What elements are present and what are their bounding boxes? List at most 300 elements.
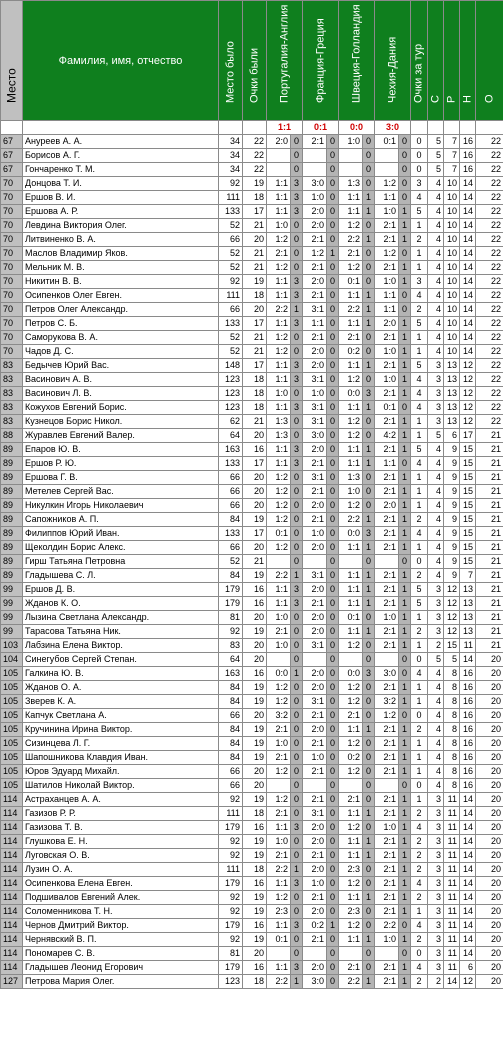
cell-forecast-1: 1:2 (267, 541, 291, 555)
cell-prev-points: 20 (243, 947, 267, 961)
cell-r: 8 (444, 709, 460, 723)
cell-c: 3 (428, 891, 444, 905)
cell-forecast-2: 2:0 (303, 681, 327, 695)
cell-forecast-4: 2:1 (375, 891, 399, 905)
cell-points-2: 0 (327, 667, 339, 681)
cell-points-1: 0 (291, 219, 303, 233)
cell-forecast-1: 1:1 (267, 457, 291, 471)
cell-c: 5 (428, 429, 444, 443)
table-row (1, 135, 503, 149)
cell-prev-place: 92 (219, 835, 243, 849)
cell-points-1: 0 (291, 471, 303, 485)
cell-points-3: 3 (363, 527, 375, 541)
table-row (1, 499, 503, 513)
cell-o: 20 (476, 821, 503, 835)
cell-prev-place: 133 (219, 527, 243, 541)
cell-r: 11 (444, 919, 460, 933)
cell-points-1: 0 (291, 415, 303, 429)
cell-prev-points: 16 (243, 961, 267, 975)
cell-points-1: 0 (291, 709, 303, 723)
cell-points-3: 1 (363, 807, 375, 821)
cell-forecast-4: 2:1 (375, 359, 399, 373)
cell-n: 14 (460, 205, 476, 219)
cell-forecast-2 (303, 779, 327, 793)
cell-prev-place: 163 (219, 443, 243, 457)
cell-forecast-3: 1:1 (339, 191, 363, 205)
cell-forecast-1: 1:1 (267, 191, 291, 205)
cell-r: 9 (444, 471, 460, 485)
cell-points-2: 0 (327, 681, 339, 695)
cell-points-4: 1 (399, 723, 411, 737)
cell-n: 14 (460, 891, 476, 905)
cell-name: Глушкова Е. Н. (23, 835, 219, 849)
cell-points-1: 0 (291, 751, 303, 765)
cell-c: 5 (428, 149, 444, 163)
cell-prev-place: 81 (219, 611, 243, 625)
cell-prev-points: 18 (243, 289, 267, 303)
cell-o: 22 (476, 331, 503, 345)
cell-points-2: 0 (327, 317, 339, 331)
cell-forecast-1: 1:1 (267, 919, 291, 933)
cell-c: 4 (428, 751, 444, 765)
cell-o: 20 (476, 863, 503, 877)
cell-points-2: 0 (327, 625, 339, 639)
cell-points-3: 3 (363, 667, 375, 681)
cell-forecast-3: 2:3 (339, 905, 363, 919)
cell-name: Жданов О. А. (23, 681, 219, 695)
cell-tour-points: 1 (411, 499, 428, 513)
cell-forecast-2: 2:1 (303, 793, 327, 807)
cell-prev-place: 66 (219, 485, 243, 499)
cell-c: 4 (428, 569, 444, 583)
cell-n: 12 (460, 975, 476, 989)
cell-points-2: 0 (327, 737, 339, 751)
table-row (1, 415, 503, 429)
cell-n: 15 (460, 443, 476, 457)
cell-points-1: 0 (291, 807, 303, 821)
cell-o: 21 (476, 485, 503, 499)
cell-forecast-2: 1:0 (303, 527, 327, 541)
cell-prev-place: 52 (219, 247, 243, 261)
cell-n: 14 (460, 947, 476, 961)
cell-r: 7 (444, 135, 460, 149)
cell-points-2: 0 (327, 709, 339, 723)
cell-points-4: 0 (399, 247, 411, 261)
cell-forecast-3: 2:1 (339, 331, 363, 345)
cell-place: 89 (1, 541, 23, 555)
cell-forecast-4: 2:1 (375, 583, 399, 597)
cell-prev-place: 66 (219, 541, 243, 555)
cell-tour-points: 4 (411, 961, 428, 975)
table-row (1, 471, 503, 485)
cell-points-2: 0 (327, 443, 339, 457)
cell-n: 12 (460, 387, 476, 401)
header-place: Место (1, 1, 23, 121)
cell-forecast-2: 3:0 (303, 429, 327, 443)
cell-place: 70 (1, 275, 23, 289)
cell-o: 21 (476, 555, 503, 569)
cell-points-3: 0 (363, 415, 375, 429)
cell-prev-points: 19 (243, 513, 267, 527)
cell-points-2: 0 (327, 611, 339, 625)
cell-forecast-4: 2:2 (375, 919, 399, 933)
cell-prev-place: 92 (219, 177, 243, 191)
cell-place: 105 (1, 723, 23, 737)
cell-name: Гирш Татьяна Петровна (23, 555, 219, 569)
cell-prev-points: 22 (243, 149, 267, 163)
cell-forecast-1: 1:2 (267, 681, 291, 695)
cell-forecast-3: 0:0 (339, 667, 363, 681)
cell-tour-points: 0 (411, 947, 428, 961)
cell-points-1: 0 (291, 485, 303, 499)
cell-tour-points: 0 (411, 135, 428, 149)
cell-points-1: 1 (291, 975, 303, 989)
cell-r: 10 (444, 275, 460, 289)
cell-forecast-2: 2:0 (303, 863, 327, 877)
cell-tour-points: 3 (411, 275, 428, 289)
cell-name: Епаров Ю. В. (23, 443, 219, 457)
cell-forecast-3: 0:2 (339, 751, 363, 765)
cell-r: 10 (444, 345, 460, 359)
cell-o: 20 (476, 737, 503, 751)
cell-points-1: 0 (291, 723, 303, 737)
cell-prev-place: 111 (219, 807, 243, 821)
cell-points-3: 0 (363, 429, 375, 443)
cell-n: 15 (460, 555, 476, 569)
cell-points-2: 0 (327, 401, 339, 415)
cell-o: 22 (476, 289, 503, 303)
cell-forecast-3 (339, 163, 363, 177)
cell-place: 89 (1, 485, 23, 499)
cell-points-3: 1 (363, 541, 375, 555)
cell-forecast-4: 2:0 (375, 499, 399, 513)
cell-c: 4 (428, 247, 444, 261)
cell-prev-points: 20 (243, 765, 267, 779)
cell-points-4: 1 (399, 317, 411, 331)
cell-forecast-2: 2:1 (303, 737, 327, 751)
cell-forecast-1: 1:0 (267, 639, 291, 653)
cell-name: Мельник М. В. (23, 261, 219, 275)
cell-points-1: 1 (291, 569, 303, 583)
cell-o: 20 (476, 667, 503, 681)
cell-r: 8 (444, 681, 460, 695)
cell-tour-points: 5 (411, 443, 428, 457)
cell-c: 4 (428, 275, 444, 289)
cell-prev-place: 179 (219, 597, 243, 611)
cell-points-3: 1 (363, 597, 375, 611)
cell-points-3: 1 (363, 289, 375, 303)
cell-o: 22 (476, 261, 503, 275)
table-row (1, 345, 503, 359)
cell-name: Синегубов Сергей Степан. (23, 653, 219, 667)
cell-points-1: 0 (291, 429, 303, 443)
cell-points-4: 1 (399, 485, 411, 499)
table-row (1, 765, 503, 779)
cell-name: Маслов Владимир Яков. (23, 247, 219, 261)
cell-prev-place: 84 (219, 681, 243, 695)
cell-forecast-3: 2:2 (339, 233, 363, 247)
cell-points-2: 0 (327, 751, 339, 765)
header-tour-points: Очки за тур (411, 1, 428, 121)
cell-n: 16 (460, 681, 476, 695)
cell-points-4: 0 (399, 919, 411, 933)
cell-prev-place: 83 (219, 639, 243, 653)
cell-points-3: 0 (363, 345, 375, 359)
cell-c: 3 (428, 919, 444, 933)
table-row (1, 429, 503, 443)
table-row (1, 373, 503, 387)
cell-tour-points: 2 (411, 513, 428, 527)
cell-points-3: 1 (363, 583, 375, 597)
cell-points-3: 1 (363, 191, 375, 205)
cell-o: 22 (476, 317, 503, 331)
cell-forecast-4: 1:2 (375, 709, 399, 723)
table-row (1, 681, 503, 695)
table-row (1, 919, 503, 933)
cell-forecast-2: 1:0 (303, 387, 327, 401)
cell-forecast-2: 2:1 (303, 457, 327, 471)
cell-points-1: 0 (291, 681, 303, 695)
cell-r: 10 (444, 317, 460, 331)
cell-points-3: 1 (363, 443, 375, 457)
cell-o: 20 (476, 905, 503, 919)
cell-name: Чернявский В. П. (23, 933, 219, 947)
cell-c: 4 (428, 261, 444, 275)
cell-o: 22 (476, 247, 503, 261)
cell-points-1: 0 (291, 779, 303, 793)
cell-forecast-4: 1:1 (375, 191, 399, 205)
cell-tour-points: 1 (411, 429, 428, 443)
cell-forecast-4: 2:1 (375, 877, 399, 891)
cell-place: 114 (1, 961, 23, 975)
cell-forecast-4: 2:1 (375, 681, 399, 695)
cell-prev-points: 19 (243, 849, 267, 863)
table-row (1, 583, 503, 597)
cell-forecast-3 (339, 653, 363, 667)
cell-n: 14 (460, 233, 476, 247)
cell-forecast-4: 2:1 (375, 639, 399, 653)
table-row (1, 933, 503, 947)
cell-o: 22 (476, 205, 503, 219)
cell-points-2: 0 (327, 779, 339, 793)
cell-forecast-1: 1:1 (267, 401, 291, 415)
cell-forecast-2: 1:2 (303, 247, 327, 261)
cell-n: 13 (460, 625, 476, 639)
cell-prev-place: 179 (219, 583, 243, 597)
cell-o: 22 (476, 345, 503, 359)
cell-o: 20 (476, 695, 503, 709)
cell-r: 15 (444, 639, 460, 653)
cell-forecast-2: 2:0 (303, 905, 327, 919)
cell-forecast-3: 0:0 (339, 387, 363, 401)
cell-points-4: 0 (399, 457, 411, 471)
cell-points-2: 0 (327, 835, 339, 849)
cell-n: 13 (460, 597, 476, 611)
cell-r: 8 (444, 779, 460, 793)
cell-r: 10 (444, 331, 460, 345)
cell-forecast-1: 2:1 (267, 807, 291, 821)
cell-prev-points: 20 (243, 429, 267, 443)
cell-forecast-1: 0:1 (267, 933, 291, 947)
cell-points-1: 3 (291, 961, 303, 975)
cell-points-4: 0 (399, 135, 411, 149)
table-row (1, 835, 503, 849)
cell-forecast-4: 2:1 (375, 541, 399, 555)
cell-prev-place: 64 (219, 429, 243, 443)
cell-n: 14 (460, 877, 476, 891)
cell-points-1: 3 (291, 401, 303, 415)
cell-tour-points: 1 (411, 737, 428, 751)
cell-prev-place: 66 (219, 765, 243, 779)
cell-points-3: 0 (363, 219, 375, 233)
cell-o: 21 (476, 429, 503, 443)
cell-forecast-4: 2:1 (375, 261, 399, 275)
cell-c: 3 (428, 821, 444, 835)
cell-place: 89 (1, 569, 23, 583)
cell-name: Никулкин Игорь Николаевич (23, 499, 219, 513)
cell-n: 14 (460, 219, 476, 233)
cell-name: Лузин О. А. (23, 863, 219, 877)
results-gap (23, 121, 219, 135)
cell-n: 15 (460, 541, 476, 555)
cell-o: 22 (476, 163, 503, 177)
cell-points-3: 1 (363, 457, 375, 471)
cell-n: 15 (460, 457, 476, 471)
cell-points-1: 0 (291, 905, 303, 919)
cell-prev-place: 84 (219, 569, 243, 583)
cell-r: 13 (444, 415, 460, 429)
cell-o: 22 (476, 233, 503, 247)
cell-points-4: 1 (399, 513, 411, 527)
cell-name: Шатилов Николай Виктор. (23, 779, 219, 793)
cell-forecast-1: 1:3 (267, 415, 291, 429)
cell-place: 114 (1, 835, 23, 849)
cell-tour-points: 0 (411, 555, 428, 569)
cell-name: Ануреев А. А. (23, 135, 219, 149)
cell-n: 17 (460, 429, 476, 443)
cell-points-1: 1 (291, 863, 303, 877)
table-row (1, 359, 503, 373)
cell-n: 14 (460, 863, 476, 877)
cell-name: Гладышев Леонид Егорович (23, 961, 219, 975)
cell-name: Васинович А. В. (23, 373, 219, 387)
cell-forecast-1: 1:1 (267, 289, 291, 303)
cell-c: 3 (428, 415, 444, 429)
cell-n: 14 (460, 303, 476, 317)
cell-points-2: 0 (327, 415, 339, 429)
cell-n: 16 (460, 751, 476, 765)
cell-r: 11 (444, 835, 460, 849)
cell-c: 4 (428, 233, 444, 247)
cell-o: 21 (476, 625, 503, 639)
table-row (1, 541, 503, 555)
cell-n: 16 (460, 723, 476, 737)
cell-tour-points: 2 (411, 891, 428, 905)
cell-points-3: 0 (363, 149, 375, 163)
cell-prev-place: 179 (219, 919, 243, 933)
cell-n: 14 (460, 835, 476, 849)
cell-points-1: 1 (291, 303, 303, 317)
cell-name: Осипенкова Елена Евген. (23, 877, 219, 891)
cell-points-2: 0 (327, 457, 339, 471)
cell-tour-points: 3 (411, 177, 428, 191)
cell-points-4: 1 (399, 205, 411, 219)
cell-prev-place: 66 (219, 709, 243, 723)
cell-place: 105 (1, 681, 23, 695)
cell-forecast-1 (267, 149, 291, 163)
cell-points-1: 0 (291, 331, 303, 345)
cell-o: 21 (476, 569, 503, 583)
cell-r: 10 (444, 261, 460, 275)
cell-forecast-3: 1:1 (339, 541, 363, 555)
cell-points-3: 0 (363, 247, 375, 261)
cell-forecast-4: 1:0 (375, 933, 399, 947)
cell-o: 22 (476, 373, 503, 387)
results-gap (411, 121, 428, 135)
cell-forecast-4: 2:1 (375, 485, 399, 499)
header-row (1, 1, 503, 121)
cell-forecast-4: 1:2 (375, 247, 399, 261)
cell-prev-points: 21 (243, 345, 267, 359)
cell-o: 20 (476, 919, 503, 933)
cell-forecast-3: 1:1 (339, 205, 363, 219)
cell-r: 9 (444, 527, 460, 541)
cell-points-3: 1 (363, 303, 375, 317)
cell-points-2: 0 (327, 205, 339, 219)
cell-forecast-2: 2:0 (303, 625, 327, 639)
cell-forecast-2: 3:1 (303, 695, 327, 709)
header-prev-place: Место было (219, 1, 243, 121)
cell-points-1: 1 (291, 667, 303, 681)
cell-points-4: 1 (399, 359, 411, 373)
cell-prev-place: 52 (219, 219, 243, 233)
cell-forecast-2: 2:0 (303, 821, 327, 835)
cell-prev-place: 52 (219, 261, 243, 275)
table-row (1, 961, 503, 975)
cell-forecast-1 (267, 163, 291, 177)
cell-points-3: 1 (363, 401, 375, 415)
cell-points-1: 3 (291, 457, 303, 471)
cell-points-2: 0 (327, 723, 339, 737)
cell-points-1: 0 (291, 639, 303, 653)
results-gap (1, 121, 23, 135)
table-row (1, 205, 503, 219)
cell-points-3: 0 (363, 261, 375, 275)
cell-n: 13 (460, 611, 476, 625)
cell-points-4: 0 (399, 947, 411, 961)
cell-forecast-4: 2:1 (375, 331, 399, 345)
cell-o: 20 (476, 709, 503, 723)
cell-r: 7 (444, 149, 460, 163)
cell-prev-points: 18 (243, 373, 267, 387)
cell-n: 16 (460, 135, 476, 149)
cell-r: 8 (444, 737, 460, 751)
cell-forecast-4: 2:1 (375, 961, 399, 975)
cell-c: 4 (428, 331, 444, 345)
table-row (1, 751, 503, 765)
cell-forecast-1: 1:1 (267, 373, 291, 387)
cell-prev-points: 16 (243, 919, 267, 933)
cell-place: 127 (1, 975, 23, 989)
cell-prev-place: 92 (219, 849, 243, 863)
cell-prev-points: 19 (243, 695, 267, 709)
cell-r: 7 (444, 163, 460, 177)
cell-forecast-3: 0:1 (339, 275, 363, 289)
cell-o: 22 (476, 415, 503, 429)
cell-forecast-1: 1:1 (267, 583, 291, 597)
cell-points-3: 0 (363, 961, 375, 975)
cell-forecast-3: 1:2 (339, 219, 363, 233)
